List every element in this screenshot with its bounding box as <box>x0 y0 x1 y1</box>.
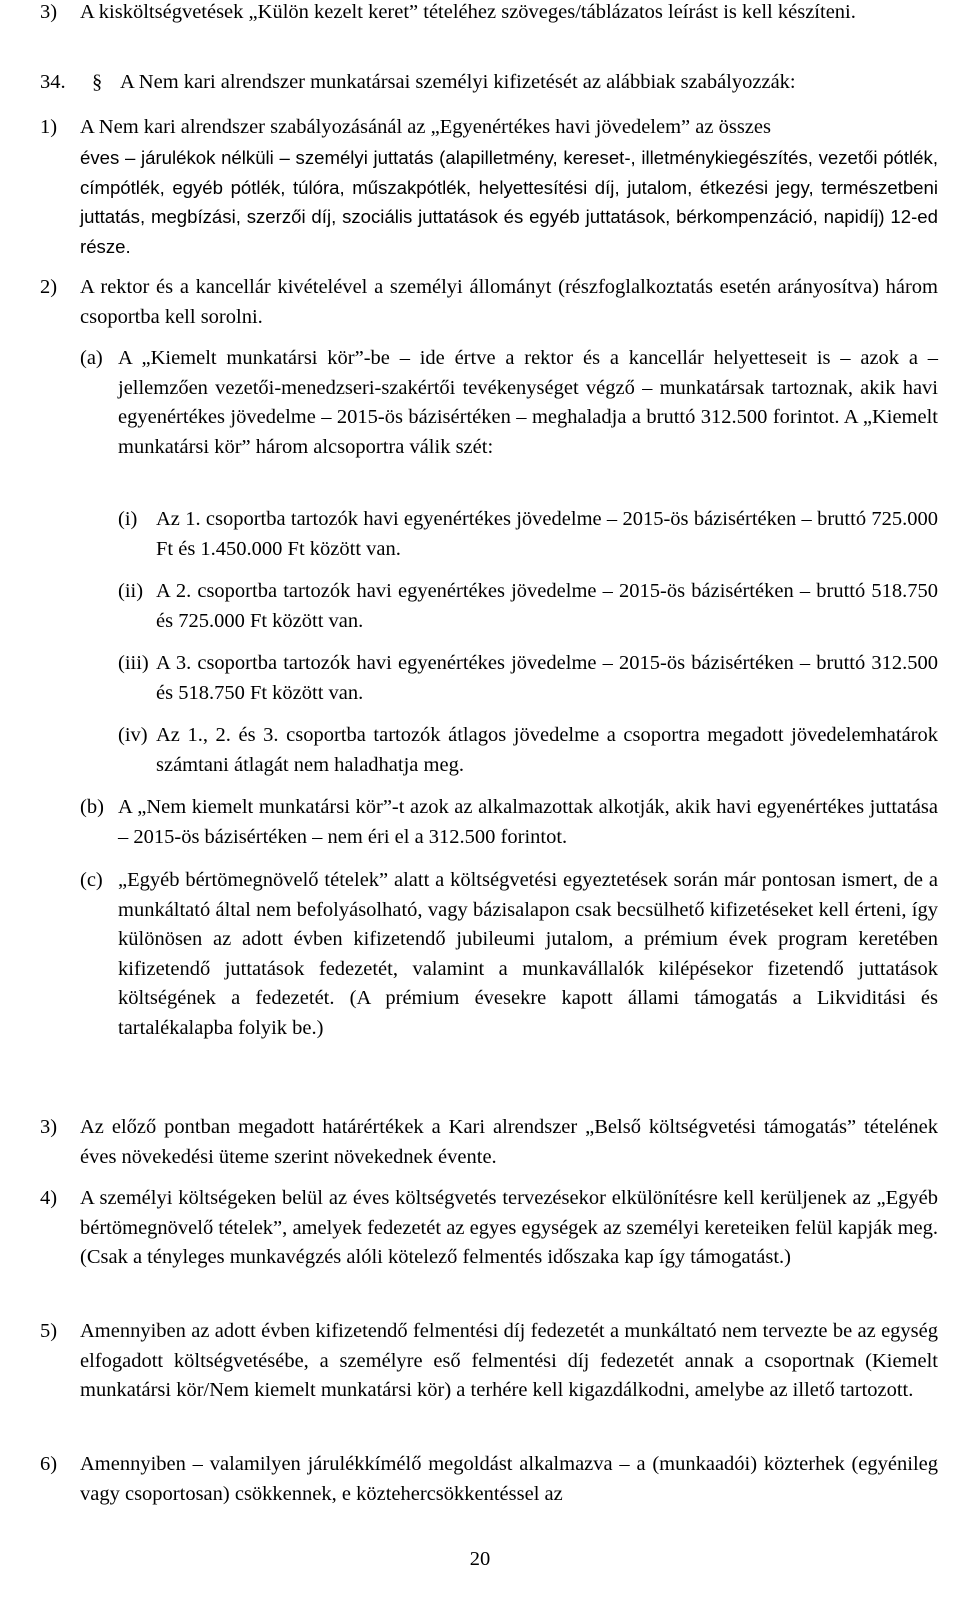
list-number: 1) <box>40 116 58 138</box>
list-item-2 <box>40 273 938 332</box>
paragraph-text: Amennyiben az adott évben kifizetendő felmentési díj fedezetét a munkáltató nem tervezte be az egység elfogadott költségvetésébe, a személyre eső felmentési díj fedezetét annak a csoportnak (Kiemelt munkatársi kör/Nem kiemelt munkatársi kör) a terhére kell kigazdálkodni, amelybe az illető tartozott. <box>80 1320 938 1402</box>
paragraph-text: A 3. csoportba tartozók havi egyenértékes jövedelme – 2015-ös bázisértéken – bruttó 312.500 és 518.750 Ft között van. <box>156 652 938 704</box>
list-item-5 <box>40 1317 938 1406</box>
list-item-2a <box>80 344 938 462</box>
section-title: A Nem kari alrendszer munkatársai személyi kifizetését az alábbiak szabályozzák: <box>120 71 796 93</box>
list-item-3 <box>40 1113 938 1172</box>
list-label: (iii) <box>118 652 149 674</box>
paragraph-text: Az előző pontban megadott határértékek a Kari alrendszer „Belső költségvetési támogatás” tételének éves növekedési üteme szerint növekednek évente. <box>80 1116 938 1168</box>
section-symbol: § <box>92 71 103 93</box>
paragraph-text: Amennyiben – valamilyen járulékkímélő megoldást alkalmazva – a (munkaadói) közterhek (egyénileg vagy csoportosan) csökkennek, e köztehercsökkentéssel az <box>80 1453 938 1505</box>
paragraph-text: Az 1. csoportba tartozók havi egyenértékes jövedelme – 2015-ös bázisértéken – bruttó 725.000 Ft és 1.450.000 Ft között van. <box>156 508 938 560</box>
list-item-2b <box>80 793 938 852</box>
list-label: (b) <box>80 796 104 818</box>
paragraph-text: A „Kiemelt munkatársi kör”-be – ide értve a rektor és a kancellár helyetteseit is – azok a – jellemzően vezetői-menedzseri-szakértői tevékenységet végző – munkatársak tartoznak, akik havi egyenértékes jövedelme – 2015-ös bázisértéken – meghaladja a bruttó 312.500 forintot. A „Kiemelt munkatársi kör” három alcsoportra válik szét: <box>118 347 938 458</box>
section-heading <box>40 68 938 98</box>
sub-item-i <box>118 505 938 564</box>
paragraph-text: A „Nem kiemelt munkatársi kör”-t azok az alkalmazottak alkotják, akik havi egyenértékes juttatása – 2015-ös bázisértéken – nem éri el a 312.500 forintot. <box>118 796 938 848</box>
list-label: (iv) <box>118 724 148 746</box>
list-item-1 <box>40 113 938 143</box>
list-number: 3) <box>40 1116 58 1138</box>
sub-item-iv <box>118 721 938 780</box>
page-number: 20 <box>469 1548 491 1570</box>
list-number: 2) <box>40 276 58 298</box>
paragraph-text: Az 1., 2. és 3. csoportba tartozók átlagos jövedelme a csoportra megadott jövedelemhatárok számtani átlagát nem haladhatja meg. <box>156 724 938 776</box>
section-number: 34. <box>40 71 66 93</box>
list-number: 4) <box>40 1187 58 1209</box>
list-number: 6) <box>40 1453 58 1475</box>
paragraph-text: A 2. csoportba tartozók havi egyenértékes jövedelme – 2015-ös bázisértéken – bruttó 518.750 és 725.000 Ft között van. <box>156 580 938 632</box>
list-label: (ii) <box>118 580 144 602</box>
list-item-6 <box>40 1450 938 1509</box>
list-item-1-continuation <box>80 143 938 261</box>
intro-item <box>40 0 938 28</box>
paragraph-text: A rektor és a kancellár kivételével a személyi állományt (részfoglalkoztatás esetén arányosítva) három csoportba kell sorolni. <box>80 276 938 328</box>
sub-item-ii <box>118 577 938 636</box>
list-item-2c <box>80 866 938 1044</box>
paragraph-text: A személyi költségeken belül az éves költségvetés tervezésekor elkülönítésre kell kerüljenek az „Egyéb bértömegnövelő tételek”, amelyek fedezetét az egyes egységek az személyi kereteiken felül kapják meg. (Csak a tényleges munkavégzés alóli kötelező felmentés időszaka kap így támogatást.) <box>80 1187 938 1269</box>
paragraph-text: A kisköltségvetések „Külön kezelt keret” tételéhez szöveges/táblázatos leírást is kell készíteni. <box>80 1 856 23</box>
paragraph-text: éves – járulékok nélküli – személyi juttatás (alapilletmény, kereset-, illetménykiegészítés, vezetői pótlék, címpótlék, egyéb pótlék, túlóra, műszakpótlék, helyettesítési díj, jutalom, étkezési jegy, természetbeni juttatás, megbízási, szerzői díj, szociális juttatások és egyéb juttatások, bérkompenzáció, napidíj) 12-ed része. <box>80 147 938 257</box>
sub-item-iii <box>118 649 938 708</box>
list-label: (i) <box>118 508 138 530</box>
list-item-4 <box>40 1184 938 1273</box>
paragraph-text: „Egyéb bértömegnövelő tételek” alatt a költségvetési egyeztetések során már pontosan ismert, de a munkáltató által nem befolyásolható, vagy bázisalapon csak becsülhető kifizetéseket kell érteni, így különösen az adott évben kifizetendő jubileumi jutalom, a prémium évek program keretében kifizetendő juttatások fedezetét, valamint a munkavállalók kilépésekor fizetendő juttatások költségének a fedezetét. (A prémium évesekre kapott állami támogatás a Likviditási és tartalékalapba folyik be.) <box>118 869 938 1039</box>
paragraph-text: A Nem kari alrendszer szabályozásánál az „Egyenértékes havi jövedelem” az összes <box>80 116 771 138</box>
list-number: 3) <box>40 1 58 23</box>
list-number: 5) <box>40 1320 58 1342</box>
list-label: (a) <box>80 347 103 369</box>
list-label: (c) <box>80 869 103 891</box>
